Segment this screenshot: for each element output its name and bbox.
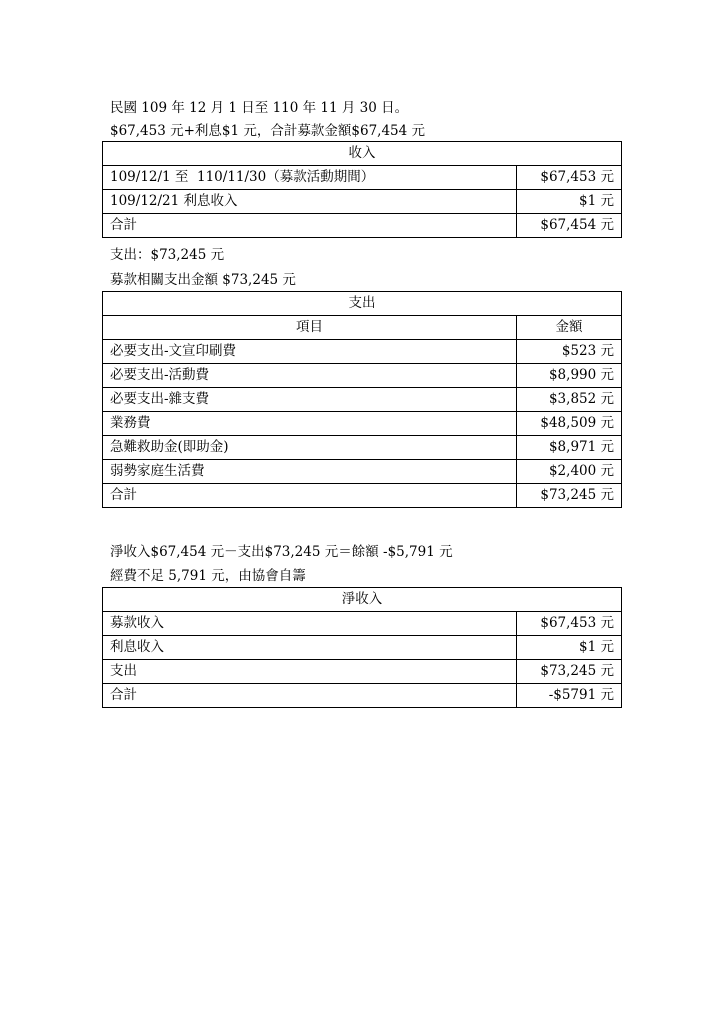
table-row	[103, 364, 622, 388]
expense-row-amount: $8,990 元	[517, 364, 622, 388]
expense-row-label: 急難救助金(即助金)	[103, 436, 517, 460]
expense-row-label: 必要支出-活動費	[103, 364, 517, 388]
net-total-amount: -$5791 元	[517, 684, 622, 708]
income-table-header: 收入	[103, 142, 622, 166]
net-row-amount: $67,453 元	[517, 612, 622, 636]
table-row	[103, 340, 622, 364]
table-row	[103, 436, 622, 460]
table-row	[103, 460, 622, 484]
income-row-label: 109/12/21 利息收入	[103, 190, 517, 214]
income-total-label: 合計	[103, 214, 517, 238]
expense-table	[102, 291, 622, 508]
fundraising-total-statement: $67,453 元+利息$1 元，合計募款金額$67,454 元	[110, 123, 426, 139]
income-row-amount: $1 元	[517, 190, 622, 214]
net-total-label: 合計	[103, 684, 517, 708]
table-row	[103, 636, 622, 660]
expense-row-label: 弱勢家庭生活費	[103, 460, 517, 484]
expense-row-label: 必要支出-文宣印刷費	[103, 340, 517, 364]
expense-table-header: 支出	[103, 292, 622, 316]
expense-row-amount: $8,971 元	[517, 436, 622, 460]
expense-col-amount: 金額	[517, 316, 622, 340]
table-row	[103, 612, 622, 636]
expense-col-item: 項目	[103, 316, 517, 340]
net-income-table	[102, 587, 622, 708]
table-row	[103, 388, 622, 412]
table-row	[103, 484, 622, 508]
expense-total-statement: 支出：$73,245 元	[110, 247, 225, 263]
net-row-label: 募款收入	[103, 612, 517, 636]
income-table	[102, 141, 622, 238]
net-row-label: 支出	[103, 660, 517, 684]
shortfall-statement: 經費不足 5,791 元，由協會自籌	[110, 568, 306, 584]
table-row	[103, 316, 622, 340]
table-row	[103, 142, 622, 166]
income-row-label: 109/12/1 至 110/11/30（募款活動期間）	[103, 166, 517, 190]
expense-row-label: 必要支出-雜支費	[103, 388, 517, 412]
table-row	[103, 412, 622, 436]
expense-related-statement: 募款相關支出金額 $73,245 元	[110, 272, 296, 288]
table-row	[103, 214, 622, 238]
expense-total-amount: $73,245 元	[517, 484, 622, 508]
net-table-header: 淨收入	[103, 588, 622, 612]
expense-row-amount: $48,509 元	[517, 412, 622, 436]
table-row	[103, 166, 622, 190]
table-row	[103, 660, 622, 684]
expense-row-amount: $2,400 元	[517, 460, 622, 484]
expense-total-label: 合計	[103, 484, 517, 508]
net-row-amount: $73,245 元	[517, 660, 622, 684]
expense-row-label: 業務費	[103, 412, 517, 436]
table-row	[103, 684, 622, 708]
net-row-amount: $1 元	[517, 636, 622, 660]
net-row-label: 利息收入	[103, 636, 517, 660]
expense-row-amount: $3,852 元	[517, 388, 622, 412]
table-row	[103, 190, 622, 214]
net-income-statement: 淨收入$67,454 元－支出$73,245 元＝餘額 -$5,791 元	[110, 544, 453, 560]
income-total-amount: $67,454 元	[517, 214, 622, 238]
income-row-amount: $67,453 元	[517, 166, 622, 190]
period-statement: 民國 109 年 12 月 1 日至 110 年 11 月 30 日。	[110, 100, 409, 116]
table-row	[103, 292, 622, 316]
expense-row-amount: $523 元	[517, 340, 622, 364]
table-row	[103, 588, 622, 612]
